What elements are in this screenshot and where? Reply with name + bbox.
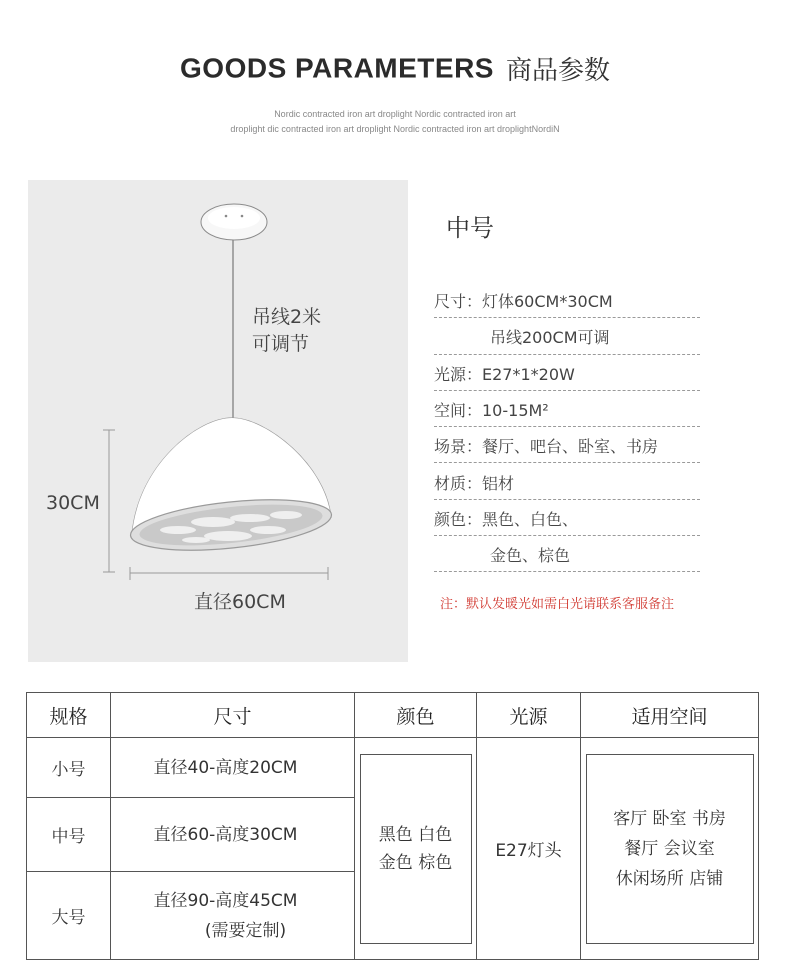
size-line-1: 直径60-高度30CM <box>153 824 298 845</box>
color-cell <box>355 738 477 960</box>
size-line-1: 直径90-高度45CM <box>153 890 298 911</box>
header-size: 尺寸 <box>111 693 355 738</box>
space-line-3: 休闲场所 店铺 <box>615 868 724 889</box>
page-header <box>0 50 790 87</box>
light-cell: E27灯头 <box>477 738 581 960</box>
space-cell-box <box>586 754 754 944</box>
size-line-1: 直径40-高度20CM <box>153 757 298 778</box>
spec-row: 光源：E27*1*20W <box>434 355 700 391</box>
header-light: 光源 <box>477 693 581 738</box>
spec-list <box>434 282 700 572</box>
color-line-2: 金色 棕色 <box>378 852 453 873</box>
space-line-2: 餐厅 会议室 <box>624 838 715 859</box>
spec-row: 材质：铝材 <box>434 463 700 499</box>
row-size <box>111 738 355 798</box>
spec-row: 金色、棕色 <box>434 536 700 572</box>
cord-label-line-1: 吊线2米 <box>252 306 322 328</box>
spec-row: 颜色：黑色、白色、 <box>434 500 700 536</box>
subtitle-line-1: Nordic contracted iron art droplight Nordic contracted iron art <box>274 109 516 119</box>
space-cell <box>581 738 759 960</box>
parameter-table <box>26 692 759 960</box>
title-chinese: 商品参数 <box>505 56 610 86</box>
row-name: 中号 <box>27 798 111 872</box>
header-color: 颜色 <box>355 693 477 738</box>
subtitle-line-2: droplight dic contracted iron art droplight Nordic contracted iron art droplightNordiN <box>230 124 560 134</box>
table-header-row <box>27 693 759 738</box>
spec-row: 尺寸：灯体60CM*30CM <box>434 282 700 318</box>
size-line-2: (需要定制) <box>204 920 287 941</box>
spec-size-title: 中号 <box>446 214 494 242</box>
height-dimension-line <box>103 430 115 572</box>
diameter-dimension-line <box>130 567 328 580</box>
spec-row: 吊线200CM可调 <box>434 318 700 354</box>
title-english: GOODS PARAMETERS <box>180 52 494 84</box>
cord-label-line-2: 可调节 <box>252 333 310 355</box>
row-name: 大号 <box>27 872 111 960</box>
color-cell-box <box>360 754 472 944</box>
space-line-1: 客厅 卧室 书房 <box>613 808 726 829</box>
row-size <box>111 872 355 960</box>
spec-note: 注：默认发暖光如需白光请联系客服备注 <box>440 597 675 612</box>
row-name: 小号 <box>27 738 111 798</box>
spec-row: 空间：10-15M² <box>434 391 700 427</box>
spec-row: 场景：餐厅、吧台、卧室、书房 <box>434 427 700 463</box>
diameter-label: 直径60CM <box>194 591 286 613</box>
height-label: 30CM <box>46 492 100 514</box>
header-space: 适用空间 <box>581 693 759 738</box>
color-line-1: 黑色 白色 <box>378 824 453 845</box>
cord-length-label <box>252 304 321 358</box>
header-spec: 规格 <box>27 693 111 738</box>
product-diagram-panel <box>28 180 408 662</box>
row-size <box>111 798 355 872</box>
table-row <box>27 738 759 798</box>
